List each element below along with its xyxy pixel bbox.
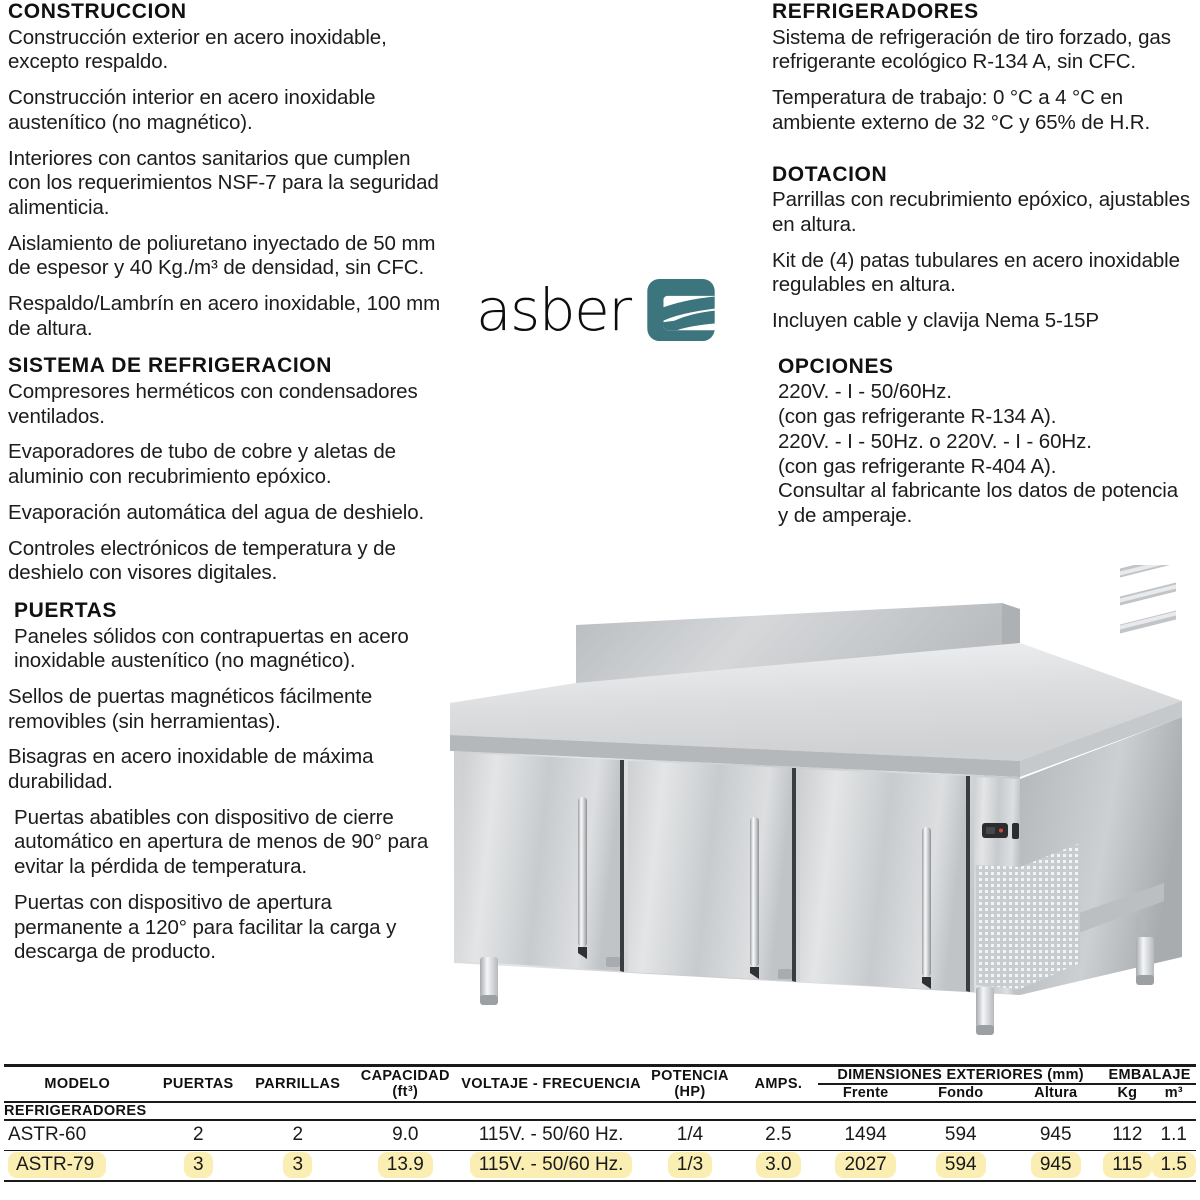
- section-heading-construccion: CONSTRUCCION: [8, 0, 187, 23]
- cell-parrillas: 2: [292, 1124, 304, 1146]
- spec-paragraph: 220V. - I - 50Hz. o 220V. - I - 60Hz.: [778, 429, 1092, 453]
- spec-paragraph: Construcción exterior en acero inoxidable, excepto respaldo.: [8, 25, 387, 74]
- product-image: [420, 565, 1200, 1065]
- spec-paragraph: Controles electrónicos de temperatura y de deshielo con visores digitales.: [8, 536, 396, 585]
- cell-kg: 112: [1112, 1124, 1143, 1146]
- asber-e-mark-icon: [647, 279, 715, 341]
- th-parrillas: PARRILLAS: [255, 1075, 341, 1092]
- th-altura: Altura: [1034, 1085, 1078, 1101]
- th-amps: AMPS.: [754, 1075, 803, 1092]
- spec-paragraph: Kit de (4) patas tubulares en acero inoxidable regulables en altura.: [772, 248, 1180, 297]
- left-spec-column: [8, 0, 444, 978]
- th-puertas: PUERTAS: [162, 1075, 234, 1092]
- brand-logo: [476, 272, 726, 348]
- spec-paragraph: Puertas abatibles con dispositivo de cierre automático en apertura de menos de 90° para evitar la pérdida de temperatura.: [14, 805, 429, 879]
- cell-potencia: 1/4: [676, 1124, 704, 1146]
- spec-paragraph: (con gas refrigerante R-134 A).: [778, 405, 1057, 429]
- th-dimensiones-group: DIMENSIONES EXTERIORES (mm): [818, 1067, 1103, 1084]
- th-capacidad-label: CAPACIDAD: [360, 1067, 450, 1084]
- spec-paragraph: Sistema de refrigeración de tiro forzado, gas refrigerante ecológico R-134 A, sin CFC.: [772, 25, 1171, 74]
- spec-paragraph: Construcción interior en acero inoxidable austenítico (no magnético).: [8, 86, 376, 134]
- spec-paragraph: Aislamiento de poliuretano inyectado de 50 mm de espesor y 40 Kg./m³ de densidad, sin CFC.: [8, 231, 436, 280]
- section-heading-dotacion: DOTACION: [772, 162, 888, 186]
- spec-paragraph: (con gas refrigerante R-404 A).: [778, 454, 1057, 478]
- cell-parrillas: 3: [246, 1151, 350, 1181]
- spec-paragraph: Sellos de puertas magnéticos fácilmente removibles (sin herramientas).: [8, 685, 373, 733]
- cell-puertas: 3: [151, 1151, 246, 1181]
- th-embalaje-group: EMBALAJE: [1103, 1067, 1196, 1084]
- section-heading-puertas: PUERTAS: [14, 598, 117, 622]
- table-row-highlighted[interactable]: [4, 1151, 1196, 1181]
- cell-puertas: 2: [192, 1124, 204, 1146]
- table-row[interactable]: [4, 1120, 1196, 1150]
- brand-wordmark: asber: [476, 276, 631, 344]
- cell-fondo: 594: [913, 1151, 1008, 1181]
- spec-paragraph: Evaporadores de tubo de cobre y aletas de aluminio con recubrimiento epóxico.: [8, 440, 396, 489]
- th-potencia-label: POTENCIA: [651, 1067, 729, 1084]
- section-gap: [772, 149, 1192, 163]
- spec-table: [4, 1067, 1196, 1182]
- spec-paragraph: Paneles sólidos con contrapuertas en acero inoxidable austenítico (no magnético).: [14, 624, 409, 673]
- table-header-row: [4, 1067, 1196, 1084]
- th-capacidad: [350, 1067, 461, 1102]
- section-dotacion: [772, 163, 1192, 334]
- spec-paragraph: Respaldo/Lambrín en acero inoxidable, 100 mm de altura.: [8, 291, 441, 340]
- cell-voltaje: 115V. - 50/60 Hz.: [461, 1151, 641, 1181]
- spec-paragraph: Bisagras en acero inoxidable de máxima durabilidad.: [8, 745, 374, 794]
- th-kg: Kg: [1117, 1085, 1138, 1101]
- cell-potencia: 1/3: [641, 1151, 739, 1181]
- cell-m3: 1.5: [1152, 1151, 1197, 1181]
- cell-altura: 945: [1039, 1124, 1072, 1146]
- cell-m3: 1.1: [1160, 1124, 1187, 1146]
- section-heading-refrigeradores: REFRIGERADORES: [772, 0, 979, 23]
- th-potencia: [641, 1067, 739, 1102]
- spec-paragraph: 220V. - I - 50/60Hz.: [778, 380, 952, 404]
- section-construccion: [8, 0, 444, 341]
- cell-modelo: ASTR-60: [8, 1124, 87, 1146]
- cell-frente: 1494: [844, 1124, 887, 1146]
- th-voltaje: VOLTAJE - FRECUENCIA: [461, 1075, 641, 1092]
- th-frente: Frente: [842, 1085, 889, 1101]
- th-potencia-unit: (HP): [674, 1084, 706, 1100]
- cell-voltaje: 115V. - 50/60 Hz.: [478, 1124, 624, 1146]
- cell-frente: 2027: [818, 1151, 913, 1181]
- cell-amps: 3.0: [739, 1151, 818, 1181]
- th-capacidad-unit: (ft³): [392, 1084, 419, 1100]
- cell-capacidad: 9.0: [392, 1124, 419, 1146]
- spec-paragraph: Parrillas con recubrimiento epóxico, ajustables en altura.: [772, 188, 1191, 236]
- section-puertas: [8, 599, 444, 965]
- right-spec-column: [772, 0, 1192, 542]
- cell-capacidad: 13.9: [350, 1151, 461, 1181]
- category-label: REFRIGERADORES: [4, 1102, 1196, 1120]
- cell-amps: 2.5: [765, 1124, 792, 1146]
- cell-fondo: 594: [944, 1124, 977, 1146]
- th-fondo: Fondo: [938, 1085, 984, 1101]
- cell-modelo: ASTR-79: [4, 1151, 151, 1181]
- spec-paragraph: Interiores con cantos sanitarios que cumplen con los requerimientos NSF-7 para la seguridad alimenticia.: [8, 146, 439, 219]
- digital-controller: [982, 823, 1019, 839]
- section-sistema-refrigeracion: [8, 354, 444, 586]
- spec-paragraph: Temperatura de trabajo: 0 °C a 4 °C en ambiente externo de 32 °C y 65% de H.R.: [772, 86, 1151, 134]
- section-heading-sistema-refrigeracion: SISTEMA DE REFRIGERACION: [8, 354, 332, 378]
- spec-paragraph: Compresores herméticos con condensadores ventilados.: [8, 380, 418, 428]
- section-gap: [772, 347, 1192, 355]
- cabinet-front: [454, 751, 1020, 995]
- cell-altura: 945: [1008, 1151, 1103, 1181]
- th-modelo: MODELO: [44, 1075, 111, 1092]
- spec-paragraph: Evaporación automática del agua de deshielo.: [8, 500, 425, 524]
- spec-paragraph: Puertas con dispositivo de apertura permanente a 120° para facilitar la carga y descarga de producto.: [14, 890, 397, 964]
- section-refrigeradores: [772, 0, 1192, 136]
- section-heading-opciones: OPCIONES: [778, 354, 894, 378]
- cell-kg: 115: [1103, 1151, 1151, 1181]
- table-category-row: [4, 1102, 1196, 1120]
- spec-table-section: [0, 1064, 1200, 1182]
- spec-paragraph: Consultar al fabricante los datos de potencia y de amperaje.: [778, 479, 1179, 527]
- spec-paragraph: Incluyen cable y clavija Nema 5-15P: [772, 309, 1099, 333]
- section-opciones: [772, 355, 1192, 529]
- th-m3: m³: [1164, 1085, 1183, 1101]
